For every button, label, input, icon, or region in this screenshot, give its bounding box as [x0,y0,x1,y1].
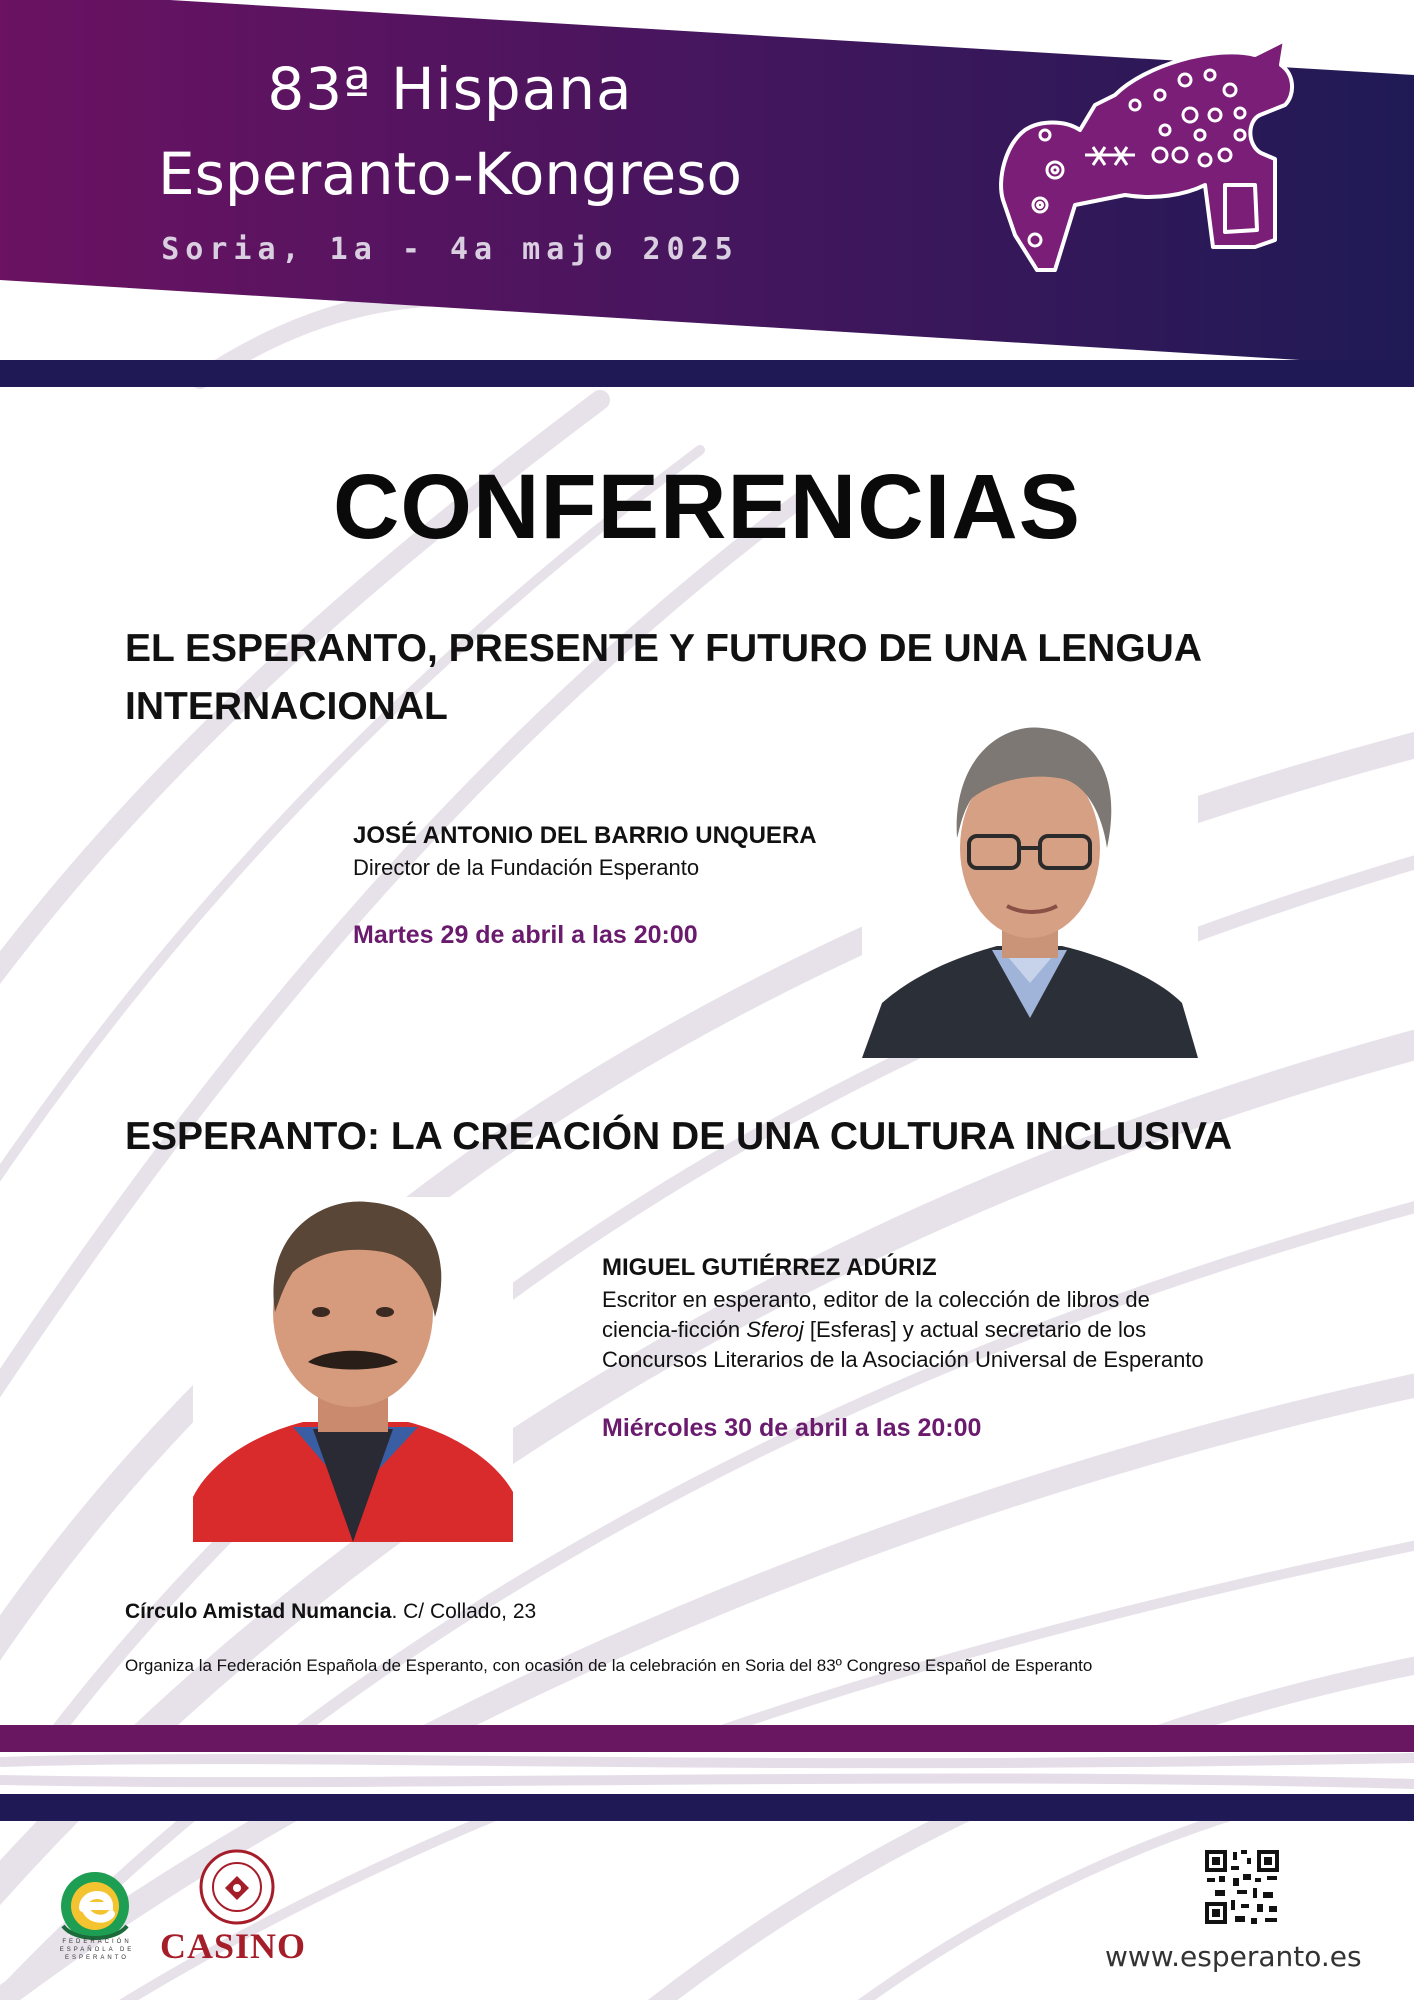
speaker-2-photo [193,1197,513,1542]
talk-2-speaker-name: MIGUEL GUTIÉRREZ ADÚRIZ [602,1254,937,1281]
talk-2-speaker-description [602,1285,1204,1375]
talk-2-date: Miércoles 30 de abril a las 20:00 [602,1414,982,1442]
talk-2-description-line2 [602,1315,1204,1345]
talk-2-description-line1: Escritor en esperanto, editor de la colección de libros de [602,1287,1150,1312]
talk-1-title: EL ESPERANTO, PRESENTE Y FUTURO DE UNA LENGUA INTERNACIONAL [125,627,1201,728]
horse-emblem-icon [985,35,1355,325]
venue-address: . C/ Collado, 23 [391,1600,537,1623]
talk-2-title: ESPERANTO: LA CREACIÓN DE UNA CULTURA INCLUSIVA [125,1115,1233,1158]
venue-name: Círculo Amistad Numancia [125,1600,392,1623]
venue-line [125,1600,536,1624]
footer-stripe-band [0,1752,1414,1794]
talk-2-description-line2-a: ciencia-ficción [602,1317,747,1342]
organizer-note: Organiza la Federación Española de Esperanto, con ocasión de la celebración en Soria del 83º Congreso Español de Esperanto [125,1656,1093,1675]
casino-logo-text: CASINO [160,1926,307,1966]
footer-purple-band [0,1725,1414,1752]
footer-navy-band [0,1794,1414,1821]
fee-logo-text: FEDERACIÓN ESPAÑOLA DE ESPERANTO [59,1939,135,1961]
header-divider-band [0,360,1414,387]
talk-1-speaker-name: JOSÉ ANTONIO DEL BARRIO UNQUERA [353,822,817,849]
qr-code-icon [1203,1848,1281,1926]
talk-1-speaker-description: Director de la Fundación Esperanto [353,855,700,880]
page-title: CONFERENCIAS [332,456,1082,558]
casino-seal-icon [198,1848,276,1926]
congress-title-line2: Esperanto-Kongreso [158,140,742,208]
talk-2-description-italic: Sferoj [746,1317,804,1342]
congress-subtitle: Soria, 1a - 4a majo 2025 [161,232,739,267]
speaker-1-photo [862,718,1198,1058]
talk-1-date: Martes 29 de abril a las 20:00 [353,921,698,949]
congress-title-line1: 83ª Hispana [267,55,633,123]
talk-2-description-line2-b: [Esferas] y actual secretario de los [803,1317,1147,1342]
talk-2-description-line3: Concursos Literarios de la Asociación Universal de Esperanto [602,1347,1204,1372]
website-link[interactable]: www.esperanto.es [1105,1940,1362,1973]
